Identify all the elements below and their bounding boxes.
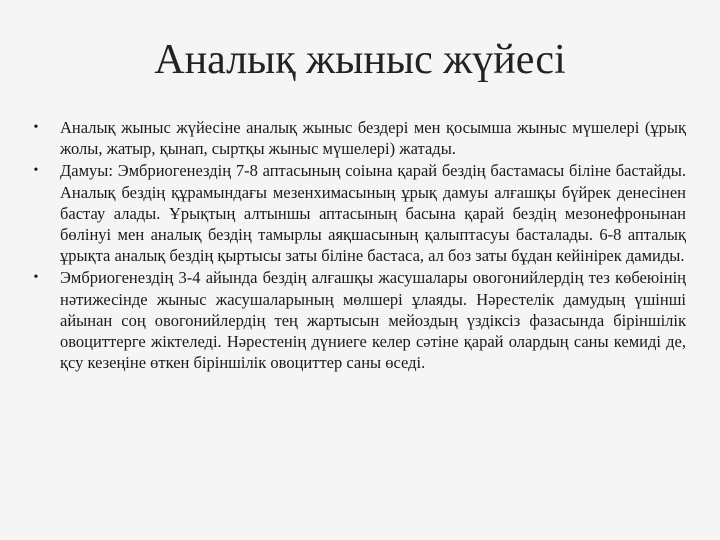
bullet-icon: • [33,270,39,286]
bullet-item-embryogenesis [30,267,686,373]
bullet-item-development [30,160,686,266]
bullet-text: Эмбриогенездің 3-4 айында бездің алғашқы жасушалары овогонийлердің тез көбеюінің нәтижесінде жыныс жасушаларының мөлшері ұлаяды. Нәрестелік дамудың үшінші айынан соң овогонийлердің тең жартысын мейоздың үздіксіз фазасында біріншілік овоциттерге жіктеледі. Нәрестенің дүниеге келер сәтіне қарай олардың саны кемиді де, қсу кезеңіне өткен біріншілік овоциттер саны өседі. [60,268,686,373]
bullet-item-composition [30,117,686,159]
bullet-text: Аналық жыныс жүйесіне аналық жыныс бездері мен қосымша жыныс мүшелері (ұрық жолы, жатыр, қынап, сыртқы жыныс мүшелері) жатады. [60,118,686,159]
bullet-icon: • [33,163,39,179]
bullet-text: Дамуы: Эмбриогенездің 7-8 аптасының соіына қарай бездің бастамасы біліне бастайды. Аналық бездің құрамындағы мезенхимасының ұрық дамуы алғашқы бүйрек денесінен бастау алады. Ұрықтың алтыншы аптасының басына қарай бездің мезонефронынан бөлінуі мен аналық бездің тамырлы аяқшасының қалыптасуы басталады. 6-8 апталық ұрықта аналық бездің қыртысы заты біліне бастаса, ал боз заты бұдан кейінірек дамиды. [60,161,686,266]
bullet-list [30,117,686,374]
bullet-icon: • [33,120,39,135]
slide-title: Аналық жыныс жүйесі [154,37,566,83]
